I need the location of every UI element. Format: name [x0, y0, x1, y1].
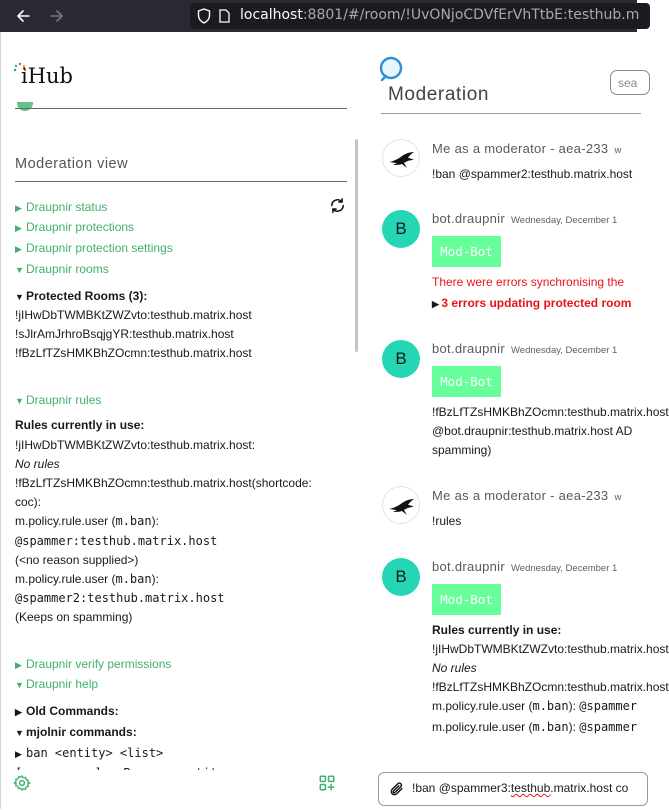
message-sender[interactable]: bot.draupnir Wednesday, December 1: [432, 559, 618, 574]
section-draupnir-help[interactable]: ▼ Draupnir help: [15, 677, 99, 691]
collapsed-triangle-icon: ▶: [15, 660, 22, 670]
rule-reason-2: (Keeps on spamming): [15, 610, 133, 624]
mod-bot-badge: Mod-Bot: [432, 584, 501, 615]
section-draupnir-rooms[interactable]: ▼ Draupnir rooms: [15, 262, 109, 276]
shield-icon[interactable]: [197, 8, 211, 24]
divider: [381, 113, 641, 114]
refresh-icon[interactable]: [329, 197, 346, 214]
section-draupnir-status[interactable]: ▶ Draupnir status: [15, 200, 108, 214]
section-draupnir-rules[interactable]: ▼ Draupnir rules: [15, 393, 102, 407]
rules-heading: Rules currently in use:: [432, 623, 562, 637]
panel-footer: [1, 770, 361, 810]
gear-icon[interactable]: [13, 774, 31, 792]
expanded-triangle-icon: ▼: [15, 292, 24, 302]
rule-entity-2: @spammer2:testhub.matrix.host: [15, 591, 225, 605]
collapsed-triangle-icon: ▶: [432, 299, 442, 309]
message-body: !fBzLfTZsHMKBhZOcmn:testhub.matrix.host: [432, 680, 669, 694]
message-sender[interactable]: Me as a moderator - aea-233 w: [432, 141, 622, 156]
divider: [15, 181, 347, 182]
rule-entity-1: @spammer:testhub.matrix.host: [15, 534, 218, 548]
message-body: spamming): [432, 443, 492, 457]
rules-room-1: !jIHwDbTWMBKtZWZvto:testhub.matrix.host:: [15, 438, 256, 452]
message-body: !fBzLfTZsHMKBhZOcmn:testhub.matrix.host: [432, 405, 669, 419]
collapsed-triangle-icon: ▶: [15, 749, 22, 759]
section-draupnir-protections[interactable]: ▶ Draupnir protections: [15, 220, 135, 234]
rules-heading: Rules currently in use:: [15, 418, 145, 432]
expanded-triangle-icon: ▼: [15, 728, 24, 738]
page-icon[interactable]: [219, 9, 230, 23]
ban-command-toggle[interactable]: ▶ ban <entity> <list>: [15, 746, 164, 760]
section-verify-permissions[interactable]: ▶ Draupnir verify permissions: [15, 657, 172, 671]
error-message: There were errors synchronising the: [432, 275, 625, 289]
message-sender[interactable]: bot.draupnir Wednesday, December 1: [432, 211, 618, 226]
expanded-triangle-icon: ▼: [15, 680, 24, 690]
collapsed-triangle-icon: ▶: [15, 203, 22, 213]
room-title[interactable]: Moderation: [388, 84, 490, 105]
rules-room-2: !fBzLfTZsHMKBhZOcmn:testhub.matrix.host(shortcode:: [15, 476, 312, 490]
rule-reason-1: (<no reason supplied>): [15, 553, 139, 567]
composer-input[interactable]: !ban @spammer3:testhub.matrix.host co: [412, 781, 629, 795]
message-sender[interactable]: bot.draupnir Wednesday, December 1: [432, 341, 618, 356]
rule-line: m.policy.rule.user (m.ban): @spammer: [432, 720, 638, 734]
message-composer[interactable]: [378, 772, 648, 806]
moderation-view-title: Moderation view: [15, 156, 129, 172]
collapsed-triangle-icon: ▶: [15, 223, 22, 233]
arrow-left-icon: [15, 8, 31, 24]
message-body: !rules: [432, 514, 462, 528]
forward-button[interactable]: [45, 4, 69, 28]
old-commands-toggle[interactable]: ▶ Old Commands:: [15, 704, 119, 718]
scrollbar-thumb[interactable]: [355, 139, 358, 352]
divider: [15, 108, 347, 109]
logo-text: iHub: [21, 64, 73, 88]
user-avatar[interactable]: [382, 486, 420, 524]
protected-room-item: !jIHwDbTWMBKtZWZvto:testhub.matrix.host: [15, 308, 252, 322]
mod-bot-badge: Mod-Bot: [432, 366, 501, 397]
rule-type-1: m.policy.rule.user (m.ban):: [15, 514, 159, 528]
bird-icon: [383, 140, 421, 178]
no-rules-text: No rules: [15, 457, 60, 471]
error-details-toggle[interactable]: ▶ 3 errors updating protected room: [432, 296, 632, 310]
moderation-widget-panel: [0, 32, 362, 809]
add-widget-icon[interactable]: [318, 774, 336, 792]
search-input[interactable]: sea: [610, 70, 650, 95]
message-body: !ban @spammer2:testhub.matrix.host: [432, 167, 633, 181]
paperclip-icon[interactable]: [389, 781, 405, 797]
bot-avatar[interactable]: B: [382, 340, 420, 378]
bird-icon: [383, 487, 421, 525]
expanded-triangle-icon: ▼: [15, 396, 24, 406]
section-protection-settings[interactable]: ▶ Draupnir protection settings: [15, 241, 173, 255]
message-sender[interactable]: Me as a moderator - aea-233 w: [432, 488, 622, 503]
status-dot: [17, 102, 33, 111]
ihub-logo: [13, 62, 83, 92]
bot-avatar[interactable]: B: [382, 210, 420, 248]
collapsed-triangle-icon: ▶: [15, 707, 22, 717]
bot-avatar[interactable]: B: [382, 558, 420, 596]
expanded-triangle-icon: ▼: [15, 265, 24, 275]
collapsed-triangle-icon: ▶: [15, 244, 22, 254]
browser-toolbar: [0, 0, 640, 32]
room-timeline: [362, 32, 669, 809]
arrow-right-icon: [49, 8, 65, 24]
mjolnir-commands-toggle[interactable]: ▼ mjolnir commands:: [15, 725, 137, 739]
room-avatar-icon[interactable]: [378, 56, 404, 84]
protected-rooms-heading[interactable]: ▼ Protected Rooms (3):: [15, 289, 148, 303]
no-rules-text: No rules: [432, 661, 477, 675]
user-avatar[interactable]: [382, 139, 420, 177]
protected-room-item: !fBzLfTZsHMKBhZOcmn:testhub.matrix.host: [15, 346, 252, 360]
url-bar[interactable]: [190, 3, 650, 29]
rule-line: m.policy.rule.user (m.ban): @spammer: [432, 699, 638, 713]
message-body: @bot.draupnir:testhub.matrix.host AD: [432, 424, 633, 438]
message-body: !jIHwDbTWMBKtZWZvto:testhub.matrix.host: [432, 642, 669, 656]
back-button[interactable]: [11, 4, 35, 28]
rule-type-2: m.policy.rule.user (m.ban):: [15, 572, 159, 586]
rules-room-2-cont: coc):: [15, 495, 42, 509]
protected-room-item: !sJlrAmJrhroBsqjgYR:testhub.matrix.host: [15, 327, 234, 341]
url-text[interactable]: localhost:8801/#/room/!UvONjoCDVfErVhTtbE:testhub.m: [240, 7, 640, 23]
mod-bot-badge: Mod-Bot: [432, 236, 501, 267]
